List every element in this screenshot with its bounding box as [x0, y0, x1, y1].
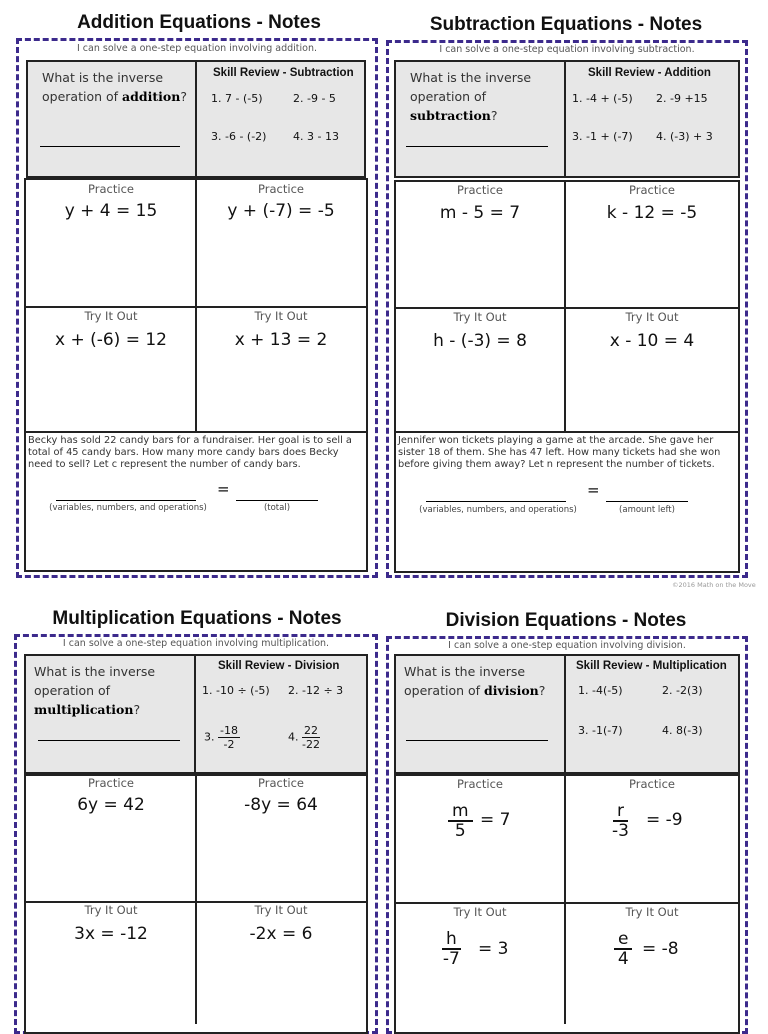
subtraction-caption-right: (amount left)	[619, 505, 675, 515]
subtraction-expression-line[interactable]	[426, 501, 566, 502]
addition-inverse-question: What is the inverse operation of addition?	[42, 70, 187, 104]
multiplication-skill-problem: 2. -12 ÷ 3	[288, 684, 344, 697]
subtraction-word-problem: Jennifer won tickets playing a game at the arcade. She gave her sister 18 of them. She has 47 left. How many tickets had she won before giving them away? Let n represent the number of tickets.	[398, 435, 721, 470]
subtraction-grid-divider	[394, 307, 740, 309]
subtraction-inverse-box	[394, 60, 566, 178]
addition-skill-problem: 1. 7 - (-5)	[211, 92, 263, 105]
addition-expression-line[interactable]	[56, 500, 196, 501]
multiplication-skill-problem: 3. $\frac{-18}{-2}$	[204, 724, 238, 751]
subtraction-title: Subtraction Equations - Notes	[429, 14, 703, 35]
division-try-label: Try It Out	[453, 905, 507, 919]
subtraction-skill-review	[564, 60, 740, 178]
addition-try-equation: x + 13 = 2	[234, 330, 328, 350]
subtraction-try-equation: h - (-3) = 8	[433, 331, 527, 351]
division-inverse-box	[394, 654, 566, 774]
multiplication-skill-heading: Skill Review - Division	[218, 660, 340, 672]
multiplication-inverse-answer-line[interactable]	[38, 740, 180, 741]
division-try-rhs: = -8	[642, 939, 679, 959]
multiplication-try-label: Try It Out	[84, 903, 138, 917]
division-inverse-question: What is the inverse operation of division?	[404, 664, 546, 698]
addition-practice-equation: y + (-7) = -5	[227, 201, 335, 221]
addition-inverse-answer-line[interactable]	[40, 146, 180, 147]
subtraction-try-label: Try It Out	[453, 310, 507, 324]
addition-skill-heading: Skill Review - Subtraction	[213, 67, 354, 79]
addition-equals-sign: =	[217, 480, 230, 498]
addition-try-label: Try It Out	[254, 309, 308, 323]
multiplication-inverse-word: multiplication	[34, 702, 134, 717]
subtraction-inverse-word: subtraction	[410, 108, 491, 123]
multiplication-inverse-question: What is the inverse operation of multiplication?	[34, 664, 156, 717]
division-practice-fraction: $\frac{m}{5}$	[448, 802, 473, 840]
multiplication-try-label: Try It Out	[254, 903, 308, 917]
subtraction-try-equation: x - 10 = 4	[609, 331, 695, 351]
addition-skill-problem: 4. 3 - 13	[293, 130, 339, 143]
addition-practice-equation: y + 4 = 15	[64, 201, 158, 221]
addition-inverse-box	[26, 60, 197, 178]
multiplication-goal: I can solve a one-step equation involving multiplication.	[62, 638, 330, 649]
addition-grid-divider	[24, 431, 368, 433]
subtraction-practice-equation: k - 12 = -5	[606, 203, 698, 223]
addition-title: Addition Equations - Notes	[77, 12, 321, 33]
addition-skill-problem: 3. -6 - (-2)	[211, 130, 267, 143]
addition-goal: I can solve a one-step equation involving addition.	[76, 43, 318, 54]
addition-skill-problem: 2. -9 - 5	[293, 92, 336, 105]
division-try-rhs: = 3	[478, 939, 509, 959]
subtraction-practice-label: Practice	[629, 183, 675, 197]
subtraction-caption-left: (variables, numbers, and operations)	[419, 505, 577, 515]
subtraction-skill-problem: 2. -9 +15	[656, 92, 708, 105]
addition-practice-label: Practice	[88, 182, 134, 196]
addition-caption-right: (total)	[263, 503, 291, 513]
division-skill-problem: 1. -4(-5)	[578, 684, 623, 697]
subtraction-skill-problem: 3. -1 + (-7)	[572, 130, 633, 143]
multiplication-try-equation: 3x = -12	[74, 924, 148, 944]
addition-total-line[interactable]	[236, 500, 318, 501]
division-grid-divider	[394, 902, 740, 904]
division-try-label: Try It Out	[625, 905, 679, 919]
subtraction-inverse-question: What is the inverse operation of subtraction?	[410, 70, 532, 123]
addition-practice-label: Practice	[258, 182, 304, 196]
division-try-fraction: $\frac{h}{-7}$	[442, 929, 460, 969]
addition-word-problem: Becky has sold 22 candy bars for a fundraiser. Her goal is to sell a total of 45 candy bars. How many more candy bars does Becky need to sell? Let c represent the number of candy bars.	[28, 435, 352, 470]
multiplication-skill-fraction: $\frac{-18}{-2}$	[220, 724, 238, 751]
subtraction-skill-problem: 4. (-3) + 3	[656, 130, 713, 143]
multiplication-practice-equation: -8y = 64	[244, 795, 318, 815]
addition-caption-left: (variables, numbers, and operations)	[49, 503, 207, 513]
subtraction-skill-problem: 1. -4 + (-5)	[572, 92, 633, 105]
division-try-fraction: $\frac{e}{4}$	[614, 930, 632, 968]
addition-inverse-word: addition	[122, 89, 181, 104]
division-skill-problem: 2. -2(3)	[662, 684, 703, 697]
subtraction-inverse-answer-line[interactable]	[406, 146, 548, 147]
subtraction-practice-equation: m - 5 = 7	[439, 203, 521, 223]
division-skill-problem: 3. -1(-7)	[578, 724, 623, 737]
addition-grid-divider	[24, 306, 368, 308]
division-practice-fraction: $\frac{r}{-3}$	[612, 801, 629, 841]
subtraction-try-label: Try It Out	[625, 310, 679, 324]
subtraction-amount-line[interactable]	[606, 501, 688, 502]
multiplication-inverse-box	[24, 654, 196, 774]
division-goal: I can solve a one-step equation involving division.	[448, 640, 686, 651]
subtraction-practice-label: Practice	[457, 183, 503, 197]
addition-try-label: Try It Out	[84, 309, 138, 323]
subtraction-grid-divider	[394, 431, 740, 433]
division-work-grid	[394, 774, 740, 1034]
multiplication-skill-fraction: $\frac{22}{-22}$	[302, 724, 320, 751]
addition-skill-review	[195, 60, 366, 178]
division-title: Division Equations - Notes	[445, 610, 687, 631]
division-skill-review	[564, 654, 740, 774]
addition-try-equation: x + (-6) = 12	[54, 330, 167, 350]
multiplication-practice-label: Practice	[88, 776, 134, 790]
subtraction-goal: I can solve a one-step equation involving subtraction.	[439, 44, 695, 55]
multiplication-try-equation: -2x = 6	[249, 924, 313, 944]
division-inverse-answer-line[interactable]	[406, 740, 548, 741]
subtraction-skill-heading: Skill Review - Addition	[588, 67, 711, 79]
multiplication-practice-equation: 6y = 42	[77, 795, 145, 815]
division-practice-label: Practice	[457, 777, 503, 791]
division-skill-problem: 4. 8(-3)	[662, 724, 703, 737]
copyright-notice: ©2016 Math on the Move	[672, 581, 756, 589]
division-grid-divider	[564, 774, 566, 1024]
division-practice-label: Practice	[629, 777, 675, 791]
division-practice-rhs: = 7	[480, 810, 511, 830]
division-inverse-word: division	[484, 683, 539, 698]
multiplication-skill-problem: 4. $\frac{22}{-22}$	[288, 724, 320, 751]
multiplication-skill-problem: 1. -10 ÷ (-5)	[202, 684, 270, 697]
multiplication-skill-review	[194, 654, 368, 774]
division-skill-heading: Skill Review - Multiplication	[576, 660, 727, 672]
subtraction-equals-sign: =	[587, 481, 600, 499]
multiplication-practice-label: Practice	[258, 776, 304, 790]
multiplication-title: Multiplication Equations - Notes	[52, 608, 342, 629]
division-practice-rhs: = -9	[646, 810, 683, 830]
